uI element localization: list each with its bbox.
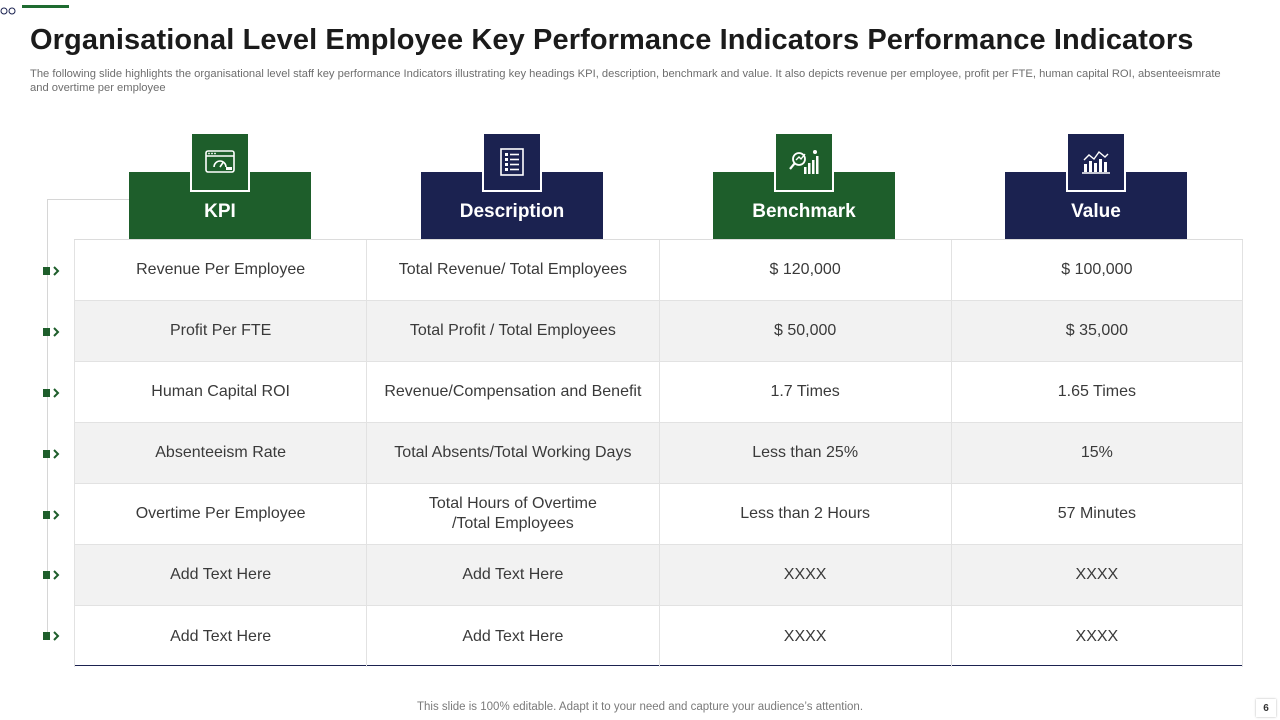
value-cell: $ 100,000 bbox=[951, 240, 1243, 300]
value-cell: XXXX bbox=[951, 545, 1243, 605]
bar-chart-icon bbox=[1066, 132, 1126, 192]
kpi-cell: Add Text Here bbox=[74, 606, 366, 667]
table-row bbox=[74, 240, 1243, 301]
header-label: Description bbox=[459, 201, 565, 222]
document-list-icon bbox=[482, 132, 542, 192]
kpi-cell: Add Text Here bbox=[74, 545, 366, 605]
table-row bbox=[74, 423, 1243, 484]
slide-dots-icon bbox=[0, 2, 18, 10]
bullet-arrow-icon bbox=[42, 568, 64, 580]
description-cell: Add Text Here bbox=[366, 545, 658, 605]
connector-line bbox=[47, 199, 129, 200]
page-number: 6 bbox=[1256, 699, 1276, 717]
value-cell: XXXX bbox=[951, 606, 1243, 667]
header-label: Value bbox=[1071, 201, 1121, 222]
value-cell: 1.65 Times bbox=[951, 362, 1243, 422]
slide-footer: This slide is 100% editable. Adapt it to your need and capture your audience’s attention. bbox=[416, 701, 864, 713]
kpi-cell: Absenteeism Rate bbox=[74, 423, 366, 483]
dashboard-gauge-icon bbox=[190, 132, 250, 192]
slide-title: Organisational Level Employee Key Performance Indicators Performance Indicators bbox=[30, 24, 1194, 56]
bullet-arrow-icon bbox=[42, 508, 64, 520]
benchmark-cell: XXXX bbox=[659, 545, 951, 605]
description-cell: Total Absents/Total Working Days bbox=[366, 423, 658, 483]
header-label: Benchmark bbox=[752, 201, 856, 222]
kpi-cell: Profit Per FTE bbox=[74, 301, 366, 361]
description-cell: Total Profit / Total Employees bbox=[366, 301, 658, 361]
value-cell: 57 Minutes bbox=[951, 484, 1243, 544]
accent-line bbox=[22, 5, 69, 8]
header-label: KPI bbox=[204, 201, 236, 222]
kpi-cell: Human Capital ROI bbox=[74, 362, 366, 422]
bullet-arrow-icon bbox=[42, 629, 64, 641]
bullet-arrow-icon bbox=[42, 325, 64, 337]
value-cell: 15% bbox=[951, 423, 1243, 483]
benchmark-cell: $ 50,000 bbox=[659, 301, 951, 361]
table-row bbox=[74, 301, 1243, 362]
description-cell: Total Revenue/ Total Employees bbox=[366, 240, 658, 300]
table-row bbox=[74, 606, 1243, 667]
table-row bbox=[74, 362, 1243, 423]
benchmark-cell: 1.7 Times bbox=[659, 362, 951, 422]
kpi-cell: Overtime Per Employee bbox=[74, 484, 366, 544]
description-cell: Total Hours of Overtime /Total Employees bbox=[366, 484, 658, 544]
value-cell: $ 35,000 bbox=[951, 301, 1243, 361]
slide-subtitle: The following slide highlights the organisational level staff key performance Indicators illustrating key headings KPI, description, benchmark and value. It also depicts revenue per employee, profit per FTE, human capital ROI, absenteeismrate and overtime per employee bbox=[30, 68, 1221, 94]
benchmark-cell: Less than 25% bbox=[659, 423, 951, 483]
table-row bbox=[74, 484, 1243, 545]
benchmark-cell: XXXX bbox=[659, 606, 951, 667]
bullet-arrow-icon bbox=[42, 264, 64, 276]
description-cell: Add Text Here bbox=[366, 606, 658, 667]
bullet-arrow-icon bbox=[42, 386, 64, 398]
benchmark-cell: Less than 2 Hours bbox=[659, 484, 951, 544]
bullet-arrow-icon bbox=[42, 447, 64, 459]
table-row bbox=[74, 545, 1243, 606]
benchmark-cell: $ 120,000 bbox=[659, 240, 951, 300]
kpi-table bbox=[74, 239, 1243, 666]
description-cell: Revenue/Compensation and Benefit bbox=[366, 362, 658, 422]
kpi-cell: Revenue Per Employee bbox=[74, 240, 366, 300]
magnifier-chart-icon bbox=[774, 132, 834, 192]
